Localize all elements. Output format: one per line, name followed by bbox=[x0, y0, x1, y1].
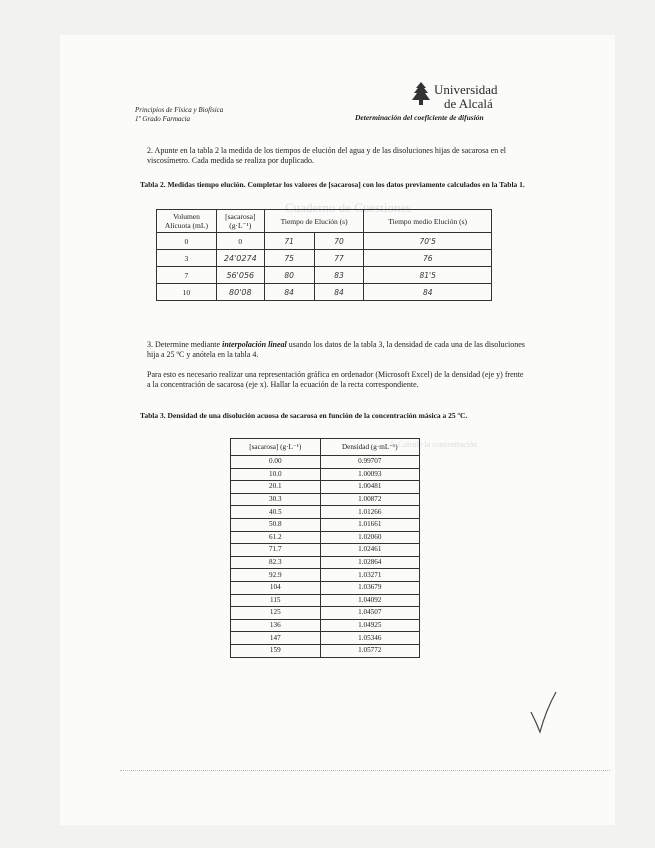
density-cell: 1.01266 bbox=[320, 506, 419, 519]
table-row bbox=[231, 468, 420, 481]
concentration-cell: 115 bbox=[231, 594, 321, 607]
table-row bbox=[231, 531, 420, 544]
table-row: 7 56'056 80 83 81'5 bbox=[157, 267, 492, 284]
table-row bbox=[231, 632, 420, 645]
table-row: 3 24'0274 75 77 76 bbox=[157, 250, 492, 267]
density-cell: 0.99707 bbox=[320, 456, 419, 469]
table-3-caption: Tabla 3. Densidad de una disolución acuosa de sacarosa en función de la concentración másica a 25 ºC. bbox=[140, 411, 468, 420]
concentration-cell: 10.0 bbox=[231, 468, 321, 481]
table-3 bbox=[230, 438, 420, 658]
university-name: Universidad de Alcalá bbox=[434, 82, 498, 111]
table-row bbox=[231, 506, 420, 519]
density-cell: 1.02864 bbox=[320, 556, 419, 569]
density-cell: 1.00481 bbox=[320, 481, 419, 494]
table-row bbox=[231, 607, 420, 620]
checkmark-icon bbox=[528, 690, 558, 735]
concentration-cell: 40.5 bbox=[231, 506, 321, 519]
course-header bbox=[135, 106, 223, 124]
concentration-cell: 50.8 bbox=[231, 518, 321, 531]
table-row bbox=[231, 644, 420, 657]
table-row bbox=[231, 594, 420, 607]
density-cell: 1.03271 bbox=[320, 569, 419, 582]
concentration-cell: 30.3 bbox=[231, 493, 321, 506]
concentration-cell: 125 bbox=[231, 607, 321, 620]
concentration-cell: 0.00 bbox=[231, 456, 321, 469]
table-2-header bbox=[157, 210, 492, 233]
column-header: Tiempo de Elución (s) bbox=[264, 210, 364, 233]
table-row bbox=[231, 481, 420, 494]
density-cell: 1.04092 bbox=[320, 594, 419, 607]
table-row bbox=[231, 569, 420, 582]
concentration-cell: 147 bbox=[231, 632, 321, 645]
course-name: Principios de Física y Biofísica bbox=[135, 106, 224, 114]
table-row bbox=[231, 456, 420, 469]
table-row bbox=[231, 518, 420, 531]
density-cell: 1.02461 bbox=[320, 544, 419, 557]
concentration-cell: 136 bbox=[231, 619, 321, 632]
concentration-cell: 104 bbox=[231, 581, 321, 594]
university-logo-icon bbox=[410, 80, 432, 106]
column-header: [sacarosa] (g·L⁻¹) bbox=[216, 210, 264, 233]
instruction-2: 2. Apunte en la tabla 2 la medida de los tiempos de elución del agua y de las disoluciones hijas de sacarosa en el viscosímetro. Cada medida se realiza por duplicado. bbox=[147, 146, 507, 165]
density-cell: 1.04507 bbox=[320, 607, 419, 620]
table-2 bbox=[156, 209, 492, 301]
table-2-caption: Tabla 2. Medidas tiempo elución. Completar los valores de [sacarosa] con los datos previamente calculados en la Tabla 1. bbox=[140, 180, 525, 189]
concentration-cell: 61.2 bbox=[231, 531, 321, 544]
concentration-cell: 71.7 bbox=[231, 544, 321, 557]
density-cell: 1.05346 bbox=[320, 632, 419, 645]
density-cell: 1.00872 bbox=[320, 493, 419, 506]
density-cell: 1.03679 bbox=[320, 581, 419, 594]
table-row bbox=[231, 556, 420, 569]
table-row bbox=[231, 581, 420, 594]
footer-divider bbox=[120, 770, 610, 773]
table-row bbox=[231, 493, 420, 506]
column-header: Densidad (g·mL⁻¹) bbox=[320, 439, 419, 456]
column-header: [sacarosa] (g·L⁻¹) bbox=[231, 439, 321, 456]
instruction-3-detail: Para esto es necesario realizar una representación gráfica en ordenador (Microsoft Excel) de la densidad (eje y) frente a la concentración de sacarosa (eje x). Hallar la ecuación de la recta correspondiente. bbox=[147, 370, 524, 389]
table-row: 0 0 71 70 70'5 bbox=[157, 233, 492, 250]
bleed-through-text: Cuaderno de Cuestiones bbox=[285, 200, 412, 215]
table-3-header bbox=[231, 439, 420, 456]
concentration-cell: 82.3 bbox=[231, 556, 321, 569]
table-row bbox=[231, 619, 420, 632]
table-row bbox=[231, 544, 420, 557]
concentration-cell: 92.9 bbox=[231, 569, 321, 582]
density-cell: 1.01661 bbox=[320, 518, 419, 531]
density-cell: 1.00093 bbox=[320, 468, 419, 481]
bleed-through-text: 1. Calcule la concentración bbox=[390, 440, 478, 449]
course-grade: 1º Grado Farmacia bbox=[135, 115, 191, 123]
instruction-3: 3. Determine mediante interpolación lineal usando los datos de la tabla 3, la densidad de cada una de las disoluciones hija a 25 ºC y anótela en la tabla 4. bbox=[147, 340, 525, 359]
density-cell: 1.04925 bbox=[320, 619, 419, 632]
concentration-cell: 159 bbox=[231, 644, 321, 657]
concentration-cell: 20.1 bbox=[231, 481, 321, 494]
column-header: Tiempo medio Elución (s) bbox=[364, 210, 492, 233]
practice-title: Determinación del coeficiente de difusión bbox=[355, 113, 484, 122]
table-row: 10 80'08 84 84 84 bbox=[157, 284, 492, 301]
density-cell: 1.05772 bbox=[320, 644, 419, 657]
density-cell: 1.02060 bbox=[320, 531, 419, 544]
column-header: Volumen Alícuota (mL) bbox=[157, 210, 217, 233]
